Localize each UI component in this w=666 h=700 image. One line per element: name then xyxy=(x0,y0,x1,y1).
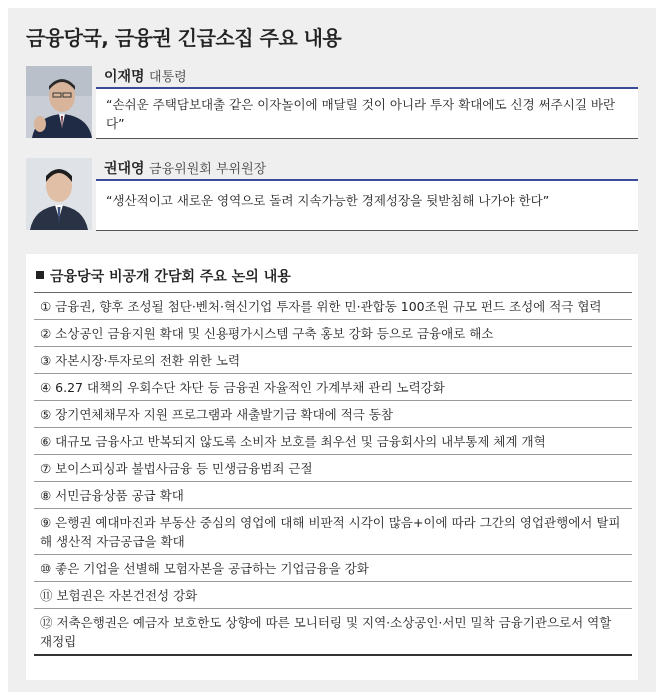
person-role: 대통령 xyxy=(149,70,187,85)
person-name-line xyxy=(104,66,187,86)
person-role: 금융위원회 부위원장 xyxy=(149,162,267,177)
page-title: 금융당국, 금융권 긴급소집 주요 내용 xyxy=(26,26,342,50)
list-item: ⑤ 장기연체채무자 지원 프로그램과 새출발기금 확대에 적극 동참 xyxy=(34,401,632,428)
discussion-section xyxy=(26,254,638,680)
person-quote: “손쉬운 주택담보대출 같은 이자놀이에 매달릴 것이 아니라 투자 확대에도 신경 써주시길 바란다” xyxy=(96,87,638,139)
person-quote: “생산적이고 새로운 영역으로 돌려 지속가능한 경제성장을 뒷받침해 나가야 한다” xyxy=(96,179,638,231)
list-item: ⑥ 대규모 금융사고 반복되지 않도록 소비자 보호를 최우선 및 금융회사의 내부통제 체계 개혁 xyxy=(34,428,632,455)
person-name-line xyxy=(104,158,266,178)
list-item: ① 금융권, 향후 조성될 첨단·벤처·혁신기업 투자를 위한 민·관합동 100조원 규모 펀드 조성에 적극 협력 xyxy=(34,293,632,320)
list-item: ⑪ 보험권은 자본건전성 강화 xyxy=(34,582,632,609)
person-photo xyxy=(26,66,92,138)
list-item: ⑧ 서민금융상품 공급 확대 xyxy=(34,482,632,509)
person-card-president xyxy=(26,66,638,142)
list-item: ⑩ 좋은 기업을 선별해 모험자본을 공급하는 기업금융을 강화 xyxy=(34,555,632,582)
list-item: ⑦ 보이스피싱과 불법사금융 등 민생금융범죄 근절 xyxy=(34,455,632,482)
list-item: ④ 6.27 대책의 우회수단 차단 등 금융권 자율적인 가계부채 관리 노력강화 xyxy=(34,374,632,401)
person-card-vice-chair xyxy=(26,158,638,236)
person-photo xyxy=(26,158,92,230)
person-name: 권대영 xyxy=(104,161,145,177)
list-item: ⑨ 은행권 예대마진과 부동산 중심의 영업에 대해 비판적 시각이 많음+이에 따라 그간의 영업관행에서 탈피해 생산적 자금공급을 확대 xyxy=(34,509,632,555)
square-bullet-icon xyxy=(36,271,44,279)
section-title xyxy=(36,266,291,286)
discussion-list xyxy=(34,292,632,656)
section-title-text: 금융당국 비공개 간담회 주요 논의 내용 xyxy=(50,269,291,285)
list-item: ② 소상공인 금융지원 확대 및 신용평가시스템 구축 홍보 강화 등으로 금융애로 해소 xyxy=(34,320,632,347)
person-name: 이재명 xyxy=(104,69,145,85)
list-item: ③ 자본시장·투자로의 전환 위한 노력 xyxy=(34,347,632,374)
list-item: ⑫ 저축은행권은 예금자 보호한도 상향에 따른 모니터링 및 지역·소상공인·서민 밀착 금융기관으로서 역할 재정립 xyxy=(34,609,632,656)
